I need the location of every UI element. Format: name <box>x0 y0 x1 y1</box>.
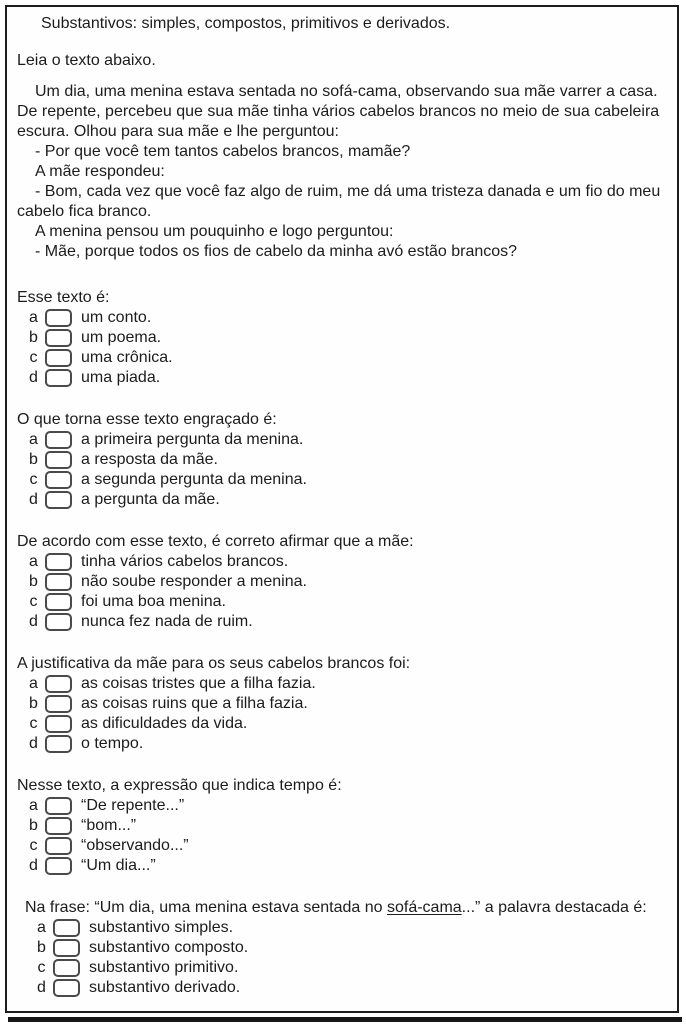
option-row <box>17 856 665 876</box>
option-label: foi uma boa menina. <box>81 593 226 610</box>
option-label: a segunda pergunta da menina. <box>81 471 307 488</box>
option-label: “observando...” <box>81 837 189 854</box>
option-row <box>17 816 665 836</box>
option-letter: c <box>29 349 38 366</box>
option-checkbox[interactable] <box>53 939 80 957</box>
option-checkbox[interactable] <box>53 959 80 977</box>
option-row <box>17 612 665 632</box>
question-prompt: Esse texto é: <box>17 289 110 306</box>
option-label: o tempo. <box>81 735 144 752</box>
option-letter: c <box>37 959 46 976</box>
question-prompt-after: ...” a palavra destacada é: <box>461 899 647 916</box>
option-letter: c <box>29 837 38 854</box>
option-label: não soube responder a menina. <box>81 573 307 590</box>
option-row <box>25 938 665 958</box>
question-1 <box>17 288 665 388</box>
option-label: “Um dia...” <box>81 857 156 874</box>
option-label: substantivo derivado. <box>89 979 241 996</box>
option-checkbox[interactable] <box>45 593 72 611</box>
option-letter: d <box>29 369 38 386</box>
reading-paragraph: - Mãe, porque todos os fios de cabelo da minha avó estão brancos? <box>35 243 518 260</box>
option-checkbox[interactable] <box>45 613 72 631</box>
option-checkbox[interactable] <box>45 369 72 387</box>
option-label: as dificuldades da vida. <box>81 715 248 732</box>
question-prompt-underlined-word: sofá-cama <box>386 899 462 916</box>
option-letter: a <box>29 675 38 692</box>
scan-bottom-edge <box>8 1017 682 1022</box>
option-letter: b <box>29 817 38 834</box>
option-checkbox[interactable] <box>45 695 72 713</box>
option-letter: d <box>29 491 38 508</box>
option-letter: b <box>29 451 38 468</box>
option-row <box>17 572 665 592</box>
question-prompt: A justificativa da mãe para os seus cabelos brancos foi: <box>17 655 411 672</box>
option-letter: a <box>29 553 38 570</box>
option-label: substantivo simples. <box>89 919 234 936</box>
reading-paragraph: - Por que você tem tantos cabelos brancos, mamãe? <box>35 143 411 160</box>
option-row <box>17 592 665 612</box>
option-row <box>17 368 665 388</box>
option-checkbox[interactable] <box>45 553 72 571</box>
option-label: tinha vários cabelos brancos. <box>81 553 289 570</box>
option-row <box>17 348 665 368</box>
option-letter: b <box>29 329 38 346</box>
option-label: nunca fez nada de ruim. <box>81 613 253 630</box>
option-row <box>17 490 665 510</box>
option-checkbox[interactable] <box>45 471 72 489</box>
option-letter: b <box>29 695 38 712</box>
question-4 <box>17 654 665 754</box>
option-label: uma piada. <box>81 369 161 386</box>
option-letter: d <box>37 979 46 996</box>
option-row <box>17 694 665 714</box>
option-checkbox[interactable] <box>45 329 72 347</box>
option-label: uma crônica. <box>81 349 173 366</box>
option-row <box>17 796 665 816</box>
option-row <box>25 978 665 998</box>
option-label: um poema. <box>81 329 162 346</box>
option-checkbox[interactable] <box>45 837 72 855</box>
reading-text <box>17 82 665 262</box>
question-prompt: Nesse texto, a expressão que indica tempo é: <box>17 777 342 794</box>
option-row <box>17 308 665 328</box>
option-letter: c <box>29 471 38 488</box>
option-letter: c <box>29 715 38 732</box>
option-label: “De repente...” <box>81 797 185 814</box>
option-checkbox[interactable] <box>45 491 72 509</box>
option-letter: b <box>29 573 38 590</box>
option-letter: a <box>29 797 38 814</box>
option-row <box>17 328 665 348</box>
intro-instruction: Leia o texto abaixo. <box>17 52 156 69</box>
question-3 <box>17 532 665 632</box>
worksheet-page <box>5 5 679 1013</box>
option-checkbox[interactable] <box>45 349 72 367</box>
option-checkbox[interactable] <box>53 979 80 997</box>
option-checkbox[interactable] <box>45 735 72 753</box>
reading-paragraph: Um dia, uma menina estava sentada no sofá-cama, observando sua mãe varrer a casa. De repente, percebeu que sua mãe tinha vários cabelos brancos no meio de sua cabeleira escura. Olhou para sua mãe e lhe perguntou: <box>17 83 660 140</box>
option-letter: a <box>29 431 38 448</box>
page-title: Substantivos: simples, compostos, primitivos e derivados. <box>41 15 451 32</box>
option-label: a resposta da mãe. <box>81 451 218 468</box>
option-checkbox[interactable] <box>45 309 72 327</box>
option-checkbox[interactable] <box>45 857 72 875</box>
option-label: as coisas tristes que a filha fazia. <box>81 675 316 692</box>
option-label: substantivo primitivo. <box>89 959 239 976</box>
option-letter: a <box>29 309 38 326</box>
option-row <box>17 674 665 694</box>
option-row <box>25 958 665 978</box>
option-label: a pergunta da mãe. <box>81 491 220 508</box>
option-letter: c <box>29 593 38 610</box>
question-2 <box>17 410 665 510</box>
option-label: as coisas ruins que a filha fazia. <box>81 695 308 712</box>
option-letter: d <box>29 857 38 874</box>
option-label: “bom...” <box>81 817 137 834</box>
option-checkbox[interactable] <box>45 431 72 449</box>
option-checkbox[interactable] <box>45 451 72 469</box>
option-letter: d <box>29 613 38 630</box>
option-checkbox[interactable] <box>45 573 72 591</box>
question-prompt: O que torna esse texto engraçado é: <box>17 411 277 428</box>
reading-paragraph: A mãe respondeu: <box>35 163 165 180</box>
option-checkbox[interactable] <box>45 715 72 733</box>
option-label: substantivo composto. <box>89 939 249 956</box>
question-5 <box>17 776 665 876</box>
option-row <box>25 918 665 938</box>
option-label: um conto. <box>81 309 152 326</box>
option-label: a primeira pergunta da menina. <box>81 431 304 448</box>
option-letter: d <box>29 735 38 752</box>
question-prompt-before: Na frase: “Um dia, uma menina estava sentada no <box>25 899 387 916</box>
option-row <box>17 430 665 450</box>
reading-paragraph: - Bom, cada vez que você faz algo de ruim, me dá uma tristeza danada e um fio do meu cabelo fica branco. <box>17 183 661 220</box>
option-row <box>17 552 665 572</box>
option-checkbox[interactable] <box>53 919 80 937</box>
option-row <box>17 470 665 490</box>
option-letter: b <box>37 939 46 956</box>
option-row <box>17 734 665 754</box>
question-prompt: De acordo com esse texto, é correto afirmar que a mãe: <box>17 533 414 550</box>
question-prompt <box>25 898 665 918</box>
option-checkbox[interactable] <box>45 817 72 835</box>
question-6 <box>17 898 665 998</box>
reading-paragraph: A menina pensou um pouquinho e logo perguntou: <box>35 223 394 240</box>
option-checkbox[interactable] <box>45 675 72 693</box>
option-row <box>17 450 665 470</box>
option-row <box>17 714 665 734</box>
option-checkbox[interactable] <box>45 797 72 815</box>
option-row <box>17 836 665 856</box>
option-letter: a <box>37 919 46 936</box>
